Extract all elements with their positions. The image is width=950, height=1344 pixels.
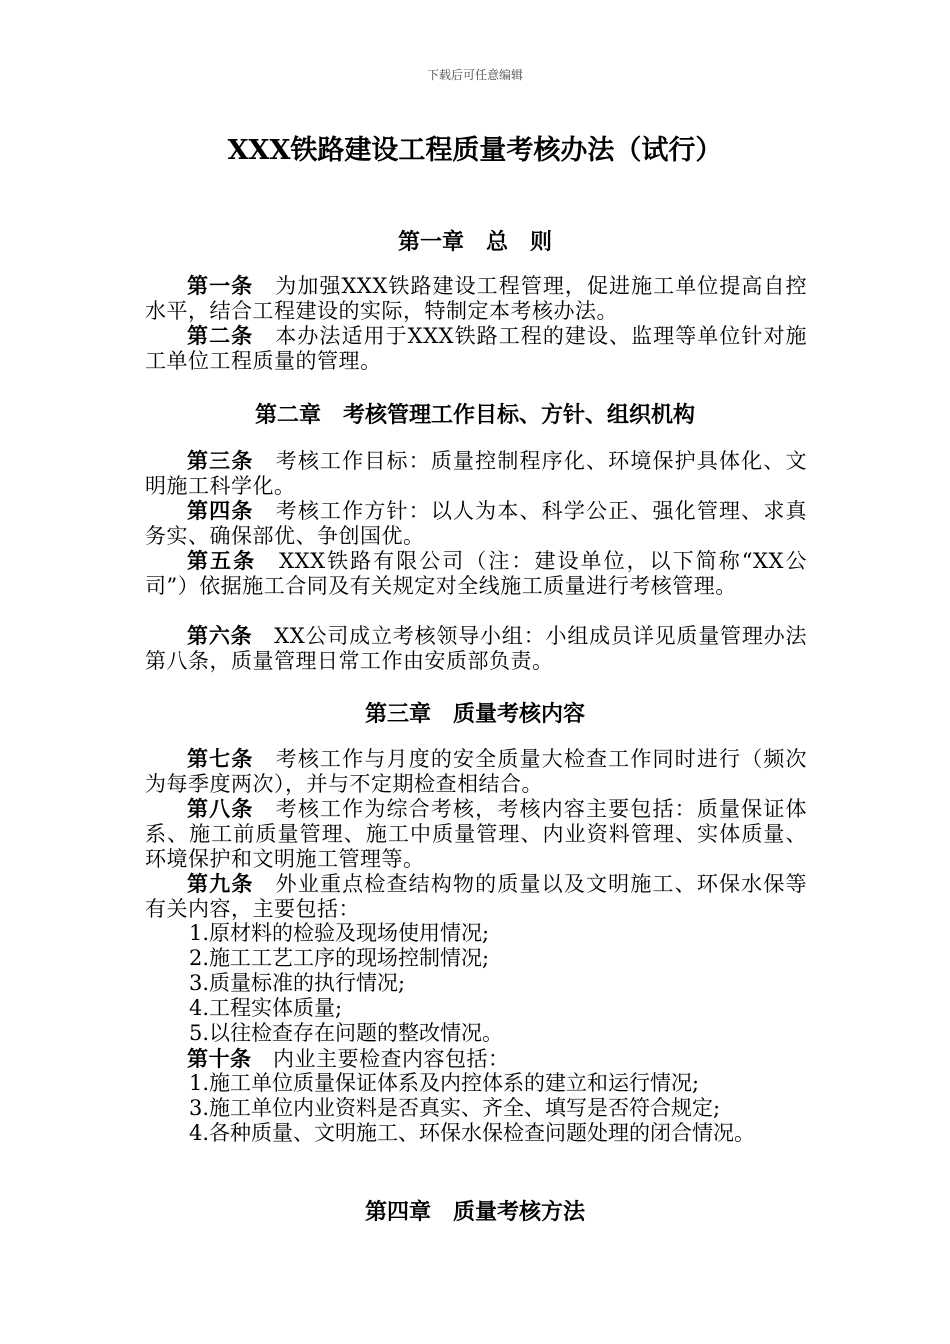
- article-9: [145, 871, 807, 922]
- article-9-item-4: 4.工程实体质量;: [189, 996, 343, 1020]
- article-label: 第五条: [187, 548, 257, 573]
- article-label: 第七条: [187, 746, 254, 771]
- article-9-item-5: 5.以往检查存在问题的整改情况。: [189, 1021, 504, 1045]
- article-9-item-3: 3.质量标准的执行情况;: [189, 971, 406, 995]
- article-label: 第九条: [187, 871, 254, 896]
- chapter-heading-1: 第一章 总 则: [397, 229, 552, 255]
- article-label: 第三条: [187, 448, 254, 473]
- article-text: 内业主要检查内容包括：: [273, 1047, 510, 1071]
- article-text: XXX铁路有限公司（注：建设单位，以下简称“XX公司”）依据施工合同及有关规定对全线施工质量进行考核管理。: [145, 549, 807, 598]
- article-text: 考核工作为综合考核，考核内容主要包括：质量保证体系、施工前质量管理、施工中质量管理、内业资料管理、实体质量、环境保护和文明施工管理等。: [145, 797, 808, 871]
- article-6: [145, 623, 807, 674]
- article-5: [145, 548, 807, 599]
- article-1: [145, 273, 807, 324]
- article-text: 考核工作目标：质量控制程序化、环境保护具体化、文明施工科学化。: [145, 449, 808, 498]
- article-label: 第一条: [187, 273, 254, 298]
- article-label: 第二条: [187, 323, 254, 348]
- document-title: XXX铁路建设工程质量考核办法（试行）: [227, 135, 723, 166]
- article-label: 第八条: [187, 796, 254, 821]
- header-note: 下载后可任意编辑: [426, 68, 523, 82]
- article-text: 外业重点检查结构物的质量以及文明施工、环保水保等有关内容，主要包括：: [145, 872, 808, 921]
- article-10-item-3: 3.施工单位内业资料是否真实、齐全、填写是否符合规定;: [189, 1096, 721, 1120]
- article-4: [145, 498, 807, 549]
- article-10-item-1: 1.施工单位质量保证体系及内控体系的建立和运行情况;: [189, 1071, 700, 1095]
- article-8: [145, 796, 807, 872]
- article-10: [145, 1046, 807, 1072]
- article-text: XX公司成立考核领导小组：小组成员详见质量管理办法第八条，质量管理日常工作由安质部负责。: [145, 624, 808, 673]
- chapter-heading-3: 第三章 质量考核内容: [364, 701, 585, 727]
- article-9-item-1: 1.原材料的检验及现场使用情况;: [189, 921, 490, 945]
- article-text: 为加强XXX铁路建设工程管理，促进施工单位提高自控水平，结合工程建设的实际，特制定本考核办法。: [145, 274, 808, 323]
- article-10-item-4: 4.各种质量、文明施工、环保水保检查问题处理的闭合情况。: [189, 1121, 756, 1145]
- article-2: [145, 323, 807, 374]
- article-label: 第四条: [187, 498, 254, 523]
- article-text: 本办法适用于XXX铁路工程的建设、监理等单位针对施工单位工程质量的管理。: [145, 324, 808, 373]
- article-label: 第十条: [187, 1046, 252, 1071]
- chapter-heading-4: 第四章 质量考核方法: [364, 1199, 585, 1225]
- article-9-item-2: 2.施工工艺工序的现场控制情况;: [189, 946, 490, 970]
- article-text: 考核工作方针：以人为本、科学公正、强化管理、求真务实、确保部优、争创国优。: [145, 499, 808, 548]
- article-3: [145, 448, 807, 499]
- article-label: 第六条: [187, 623, 253, 648]
- article-7: [145, 746, 807, 797]
- chapter-heading-2: 第二章 考核管理工作目标、方针、组织机构: [254, 402, 695, 428]
- article-text: 考核工作与月度的安全质量大检查工作同时进行（频次为每季度两次），并与不定期检查相结合。: [145, 747, 808, 796]
